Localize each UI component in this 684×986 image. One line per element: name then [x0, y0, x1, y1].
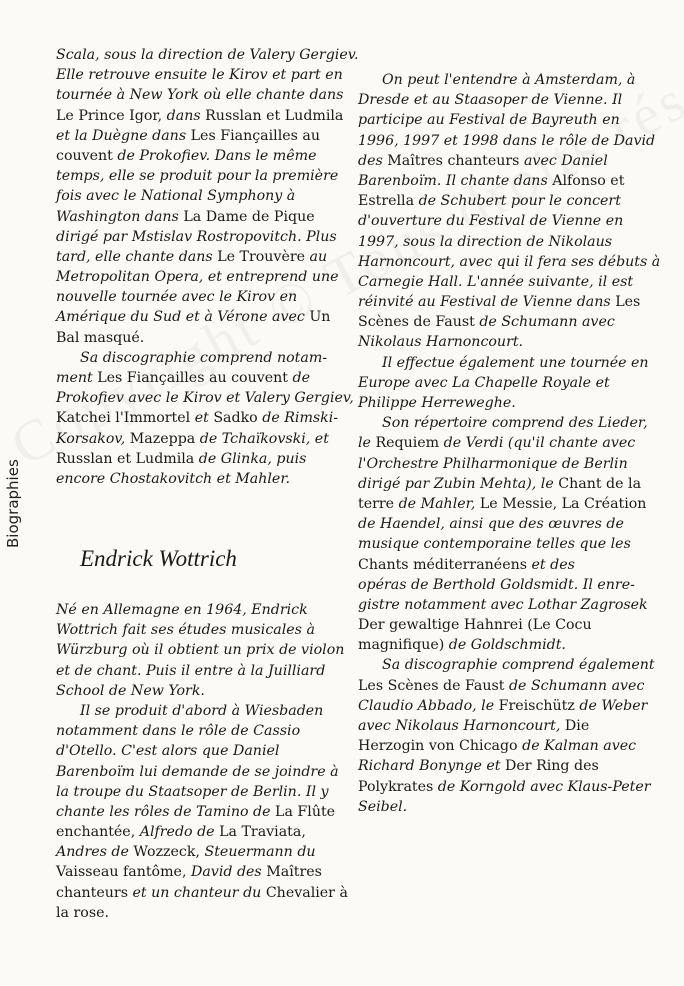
text-run: Dresde et au Staasoper de Vienne. Il	[358, 92, 623, 109]
text-run: Elle retrouve ensuite le Kirov et part en	[56, 67, 343, 84]
text-run: de Verdi (qu'il chante avec	[443, 435, 636, 452]
text-run: le	[540, 475, 559, 492]
text-line	[358, 777, 650, 797]
text-line	[56, 166, 346, 186]
text-run: School de New York.	[56, 682, 205, 699]
text-line	[56, 106, 346, 126]
text-run: avec Nikolaus Harnoncourt,	[358, 718, 565, 734]
text-line	[56, 267, 346, 287]
text-line	[358, 191, 650, 211]
text-run: Würzburg où il obtient un prix de violon	[56, 642, 345, 659]
text-run: Metropolitan Opera, et entreprend une	[56, 269, 339, 286]
text-run: Sa discographie comprend également	[382, 657, 655, 674]
text-line	[358, 171, 650, 191]
text-line	[56, 227, 346, 247]
text-run: Die	[564, 718, 590, 734]
text-run: gistre notamment avec Lothar Zagrosek	[358, 596, 648, 613]
text-run: Il effectue également une tournée en	[382, 354, 649, 371]
text-run: Korsakov,	[56, 430, 130, 447]
text-line	[358, 494, 650, 514]
text-run: Steuermann du	[204, 844, 316, 861]
text-run: et de chant. Puis il entre à la Juilliard	[56, 662, 326, 679]
text-run: La Flûte	[275, 803, 336, 820]
text-run: et	[194, 410, 214, 427]
text-run: tournée à New York où elle chante dans	[56, 87, 344, 104]
text-line	[358, 373, 650, 393]
text-run: participe au Festival de Bayreuth en	[358, 112, 620, 129]
text-run: Europe avec La Chapelle Royale et	[358, 374, 610, 391]
text-line	[358, 353, 650, 373]
text-run: l'Orchestre Philharmonique de Berlin	[358, 455, 628, 472]
text-run: Maîtres chanteurs	[387, 152, 524, 169]
text-run: La Dame de Pique	[183, 208, 315, 225]
text-line	[358, 676, 650, 696]
text-line	[56, 842, 348, 862]
text-run: Prokofiev avec le Kirov et Valery Gergiev,	[56, 390, 354, 407]
text-run: d'ouverture du Festival de Vienne en	[358, 213, 624, 230]
text-run: Der Ring des	[505, 758, 599, 775]
text-line	[56, 247, 346, 267]
left-column-text	[56, 45, 359, 489]
text-run: de Schumann avec	[508, 677, 645, 694]
text-run: Le Messie, La Création	[479, 495, 647, 512]
text-run: Né en Allemagne en 1964, Endrick	[56, 602, 308, 618]
section-side-label: Biographies	[4, 459, 22, 548]
text-run: Les Scènes de Faust	[358, 677, 509, 694]
text-run: David des	[190, 864, 267, 881]
text-run: fois avec le National Symphony à	[56, 188, 296, 205]
text-run: Un	[309, 309, 331, 326]
text-run: de Haendel, ainsi que des œuvres de	[358, 516, 624, 533]
text-line	[56, 681, 348, 701]
text-line	[358, 433, 650, 453]
text-run: Alfonso et	[552, 172, 625, 189]
text-run: Les Fiançailles au	[190, 127, 321, 144]
text-run: de Rimski-	[262, 410, 339, 427]
text-line	[358, 655, 655, 675]
text-run: Wozzeck,	[133, 844, 205, 861]
text-run: ment	[56, 370, 98, 386]
text-run: au	[309, 248, 328, 265]
text-line	[56, 762, 348, 782]
text-line	[358, 575, 650, 595]
text-line	[358, 413, 650, 433]
text-run: Russlan et Ludmila	[205, 107, 344, 124]
text-line	[56, 822, 348, 842]
text-line	[358, 635, 650, 655]
text-run: 1997, sous la direction de Nikolaus	[358, 233, 613, 250]
text-run: de Weber	[579, 697, 648, 714]
text-run: Freischütz	[498, 697, 580, 714]
text-line	[358, 555, 650, 575]
text-line	[358, 393, 650, 413]
text-line	[56, 721, 348, 741]
text-run: Le Prince Igor,	[56, 107, 167, 124]
text-run: tard, elle chante dans	[56, 248, 218, 265]
text-run: Nikolaus Harnoncourt.	[358, 334, 524, 351]
text-line	[56, 207, 346, 227]
text-line	[56, 782, 348, 802]
text-line	[56, 903, 348, 923]
text-run: Claudio Abbado, le	[358, 697, 499, 714]
text-line	[358, 312, 650, 332]
text-run: Carnegie Hall. L'année suivante, il est	[358, 273, 634, 290]
text-line	[56, 186, 346, 206]
text-run: Mazeppa	[129, 430, 200, 447]
text-line	[56, 429, 346, 449]
text-run: le	[358, 435, 376, 452]
text-line	[358, 474, 650, 494]
text-line	[56, 469, 346, 489]
text-run: terre	[358, 495, 399, 512]
text-line	[56, 701, 348, 721]
text-line	[56, 328, 346, 348]
text-run: opéras de Berthold Goldsmidt. Il enre-	[358, 576, 635, 593]
text-run: La Traviata,	[219, 824, 306, 841]
text-line	[56, 85, 346, 105]
artist-biography	[56, 600, 348, 923]
text-line	[358, 716, 650, 736]
text-run: réinvité au Festival de Vienne dans	[358, 294, 616, 311]
text-run: Estrella	[358, 193, 419, 210]
text-run: temps, elle se produit pour la première	[56, 168, 339, 185]
text-run: dans	[166, 107, 206, 124]
text-run: de Goldschmidt.	[448, 637, 566, 654]
text-run: notamment dans le rôle de Cassio	[56, 723, 301, 740]
text-line	[56, 65, 346, 85]
text-run: de Schubert pour le concert	[418, 193, 621, 210]
text-run: la troupe du Staatsoper de Berlin. Il y	[56, 783, 329, 800]
text-run: Barenboïm lui demande de se joindre à	[56, 763, 339, 780]
text-line	[358, 332, 650, 352]
text-line	[358, 110, 650, 130]
text-run: encore Chostakovitch et Mahler.	[56, 470, 291, 487]
text-line	[56, 449, 346, 469]
text-run: des	[358, 152, 388, 169]
text-run: chante les rôles de Tamino de	[56, 803, 276, 820]
text-run: Requiem	[375, 435, 444, 452]
text-line	[358, 615, 650, 635]
text-line	[56, 620, 348, 640]
text-line	[56, 741, 348, 761]
text-run: Chants méditerranéens	[358, 556, 532, 573]
text-run: Son répertoire comprend des Lieder,	[382, 415, 648, 432]
text-run: 1996, 1997 et 1998 dans le rôle de David	[358, 132, 656, 149]
text-run: Sa discographie comprend notam-	[80, 349, 328, 366]
text-run: de Kalman avec	[522, 738, 637, 755]
text-run: enchantée,	[56, 824, 140, 841]
text-line	[358, 756, 650, 776]
text-run: Amérique du Sud et à Vérone avec	[56, 309, 310, 326]
right-column-text	[358, 70, 661, 817]
text-line	[358, 696, 650, 716]
text-line	[56, 862, 348, 882]
text-run: Les	[615, 294, 641, 311]
text-run: Herzogin von Chicago	[358, 738, 523, 755]
text-line	[358, 454, 650, 474]
text-line	[56, 126, 346, 146]
text-line	[358, 797, 650, 817]
text-run: Scala, sous la direction de Valery Gergiev.	[56, 47, 359, 63]
text-run: Les Fiançailles au couvent	[97, 370, 293, 386]
text-line	[56, 388, 354, 408]
text-run: Polykrates	[358, 778, 438, 795]
text-run: de	[292, 370, 310, 386]
text-run: et des	[531, 556, 575, 573]
text-line	[56, 146, 346, 166]
text-run: de Prokofiev. Dans le même	[117, 147, 317, 164]
text-run: de Schumann avec	[479, 314, 615, 331]
text-run: Bal masqué.	[56, 329, 145, 346]
text-run: Seibel.	[358, 798, 408, 815]
text-line	[56, 802, 348, 822]
text-run: Andres de	[56, 844, 134, 861]
text-run: Russlan et Ludmila	[56, 450, 199, 467]
text-run: de Tchaïkovski, et	[199, 430, 329, 447]
text-run: et un chanteur du	[132, 884, 266, 901]
text-run: Richard Bonynge et	[358, 758, 505, 775]
text-line	[56, 348, 346, 368]
text-run: Alfredo de	[139, 824, 220, 841]
text-run: dirigé par Mstislav Rostropovitch. Plus	[56, 228, 337, 245]
text-line	[56, 600, 348, 620]
text-run: Le Trouvère	[217, 248, 310, 265]
text-run: magnifique)	[358, 637, 449, 654]
text-line	[56, 287, 346, 307]
text-run: couvent	[56, 147, 118, 164]
text-line	[358, 90, 650, 110]
text-line	[358, 252, 661, 272]
text-run: Harnoncourt, avec qui il fera ses débuts à	[358, 253, 661, 270]
text-run: musique contemporaine telles que les	[358, 536, 631, 553]
text-run: Scènes de Faust	[358, 314, 480, 331]
text-line	[358, 292, 650, 312]
text-run: avec Daniel	[523, 152, 608, 169]
text-line	[56, 408, 346, 428]
text-run: On peut l'entendre à Amsterdam, à	[382, 72, 636, 88]
text-line	[358, 272, 650, 292]
text-run: et la Duègne dans	[56, 127, 191, 144]
text-run: de Korngold avec Klaus-Peter	[437, 778, 651, 795]
text-run: de Glinka, puis	[198, 450, 307, 467]
text-line	[358, 211, 650, 231]
text-run: dirigé par Zubin Mehta),	[358, 475, 541, 492]
text-line	[56, 307, 346, 327]
text-line	[358, 736, 650, 756]
text-run: Der gewaltige Hahnrei (Le Cocu	[358, 617, 592, 634]
text-run: Vaisseau fantôme,	[56, 864, 191, 881]
text-line	[56, 640, 348, 660]
text-line	[358, 151, 650, 171]
text-run: Il se produit d'abord à Wiesbaden	[80, 702, 324, 719]
text-line	[56, 661, 348, 681]
text-run: Barenboïm. Il chante dans	[358, 172, 553, 189]
text-run: Sadko	[213, 410, 263, 427]
text-run: Wottrich fait ses études musicales à	[56, 622, 315, 639]
text-line	[358, 514, 650, 534]
text-run: Chant de la	[558, 475, 642, 492]
text-line	[358, 70, 650, 90]
text-run: d'Otello. C'est alors que Daniel	[56, 743, 280, 760]
artist-heading: Endrick Wottrich	[80, 546, 237, 571]
text-run: Chevalier à	[265, 884, 348, 901]
text-line	[56, 368, 346, 388]
text-line	[358, 232, 650, 252]
text-line	[358, 131, 656, 151]
text-line	[358, 534, 650, 554]
text-run: Washington dans	[56, 208, 184, 225]
text-run: Philippe Herreweghe.	[358, 395, 516, 411]
text-run: de Mahler,	[398, 495, 480, 512]
text-run: nouvelle tournée avec le Kirov en	[56, 289, 298, 306]
text-line	[358, 595, 650, 615]
text-run: la rose.	[56, 904, 110, 921]
text-line	[56, 45, 359, 65]
text-line	[56, 883, 348, 903]
text-run: Katchei l'Immortel	[56, 410, 195, 427]
text-run: Maîtres	[266, 864, 322, 881]
text-run: chanteurs	[56, 884, 133, 901]
